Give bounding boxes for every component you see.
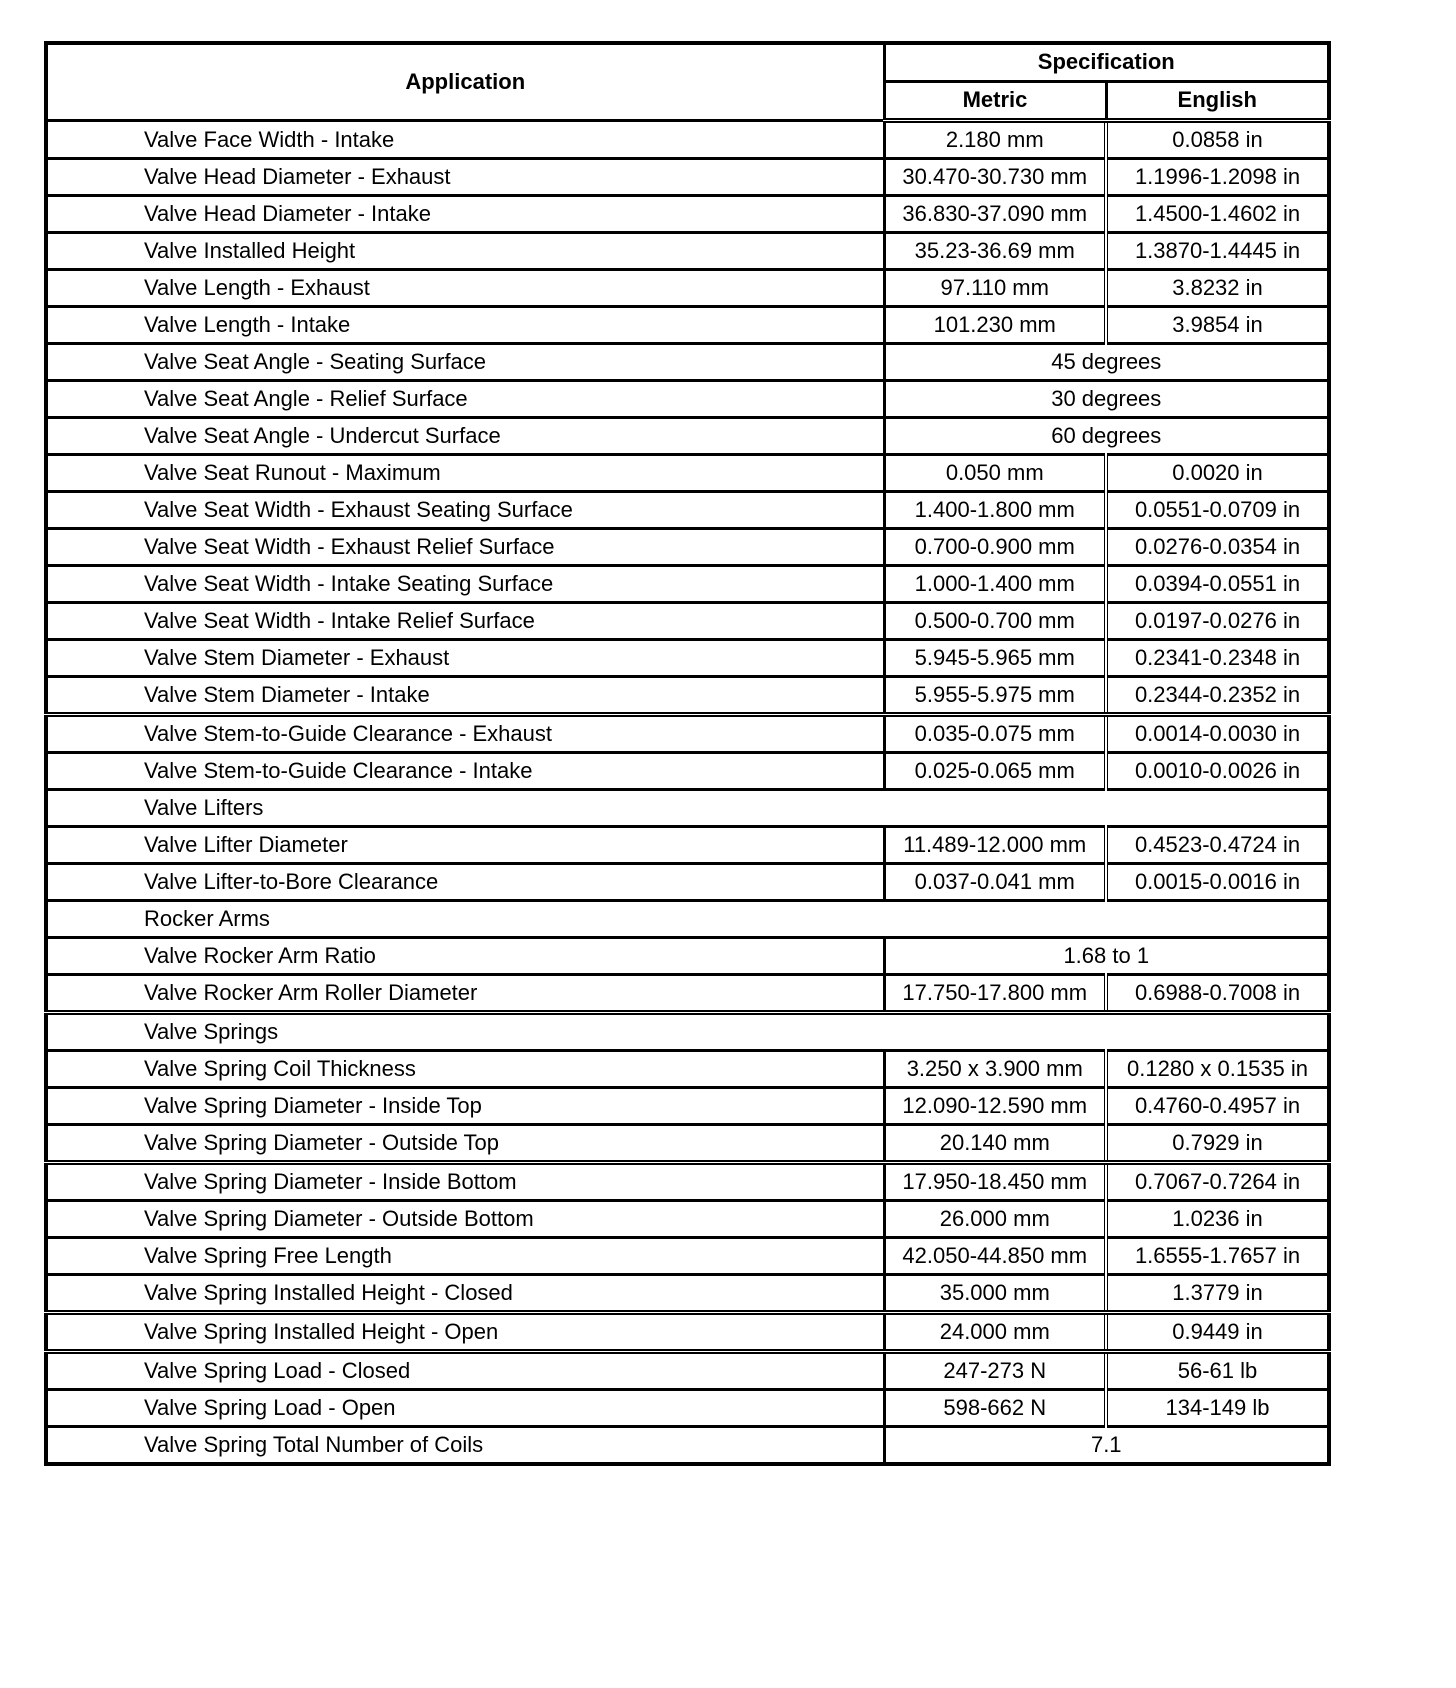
metric-cell: 0.050 mm bbox=[884, 455, 1106, 492]
table-header bbox=[46, 43, 1329, 121]
english-cell: 0.1280 x 0.1535 in bbox=[1106, 1051, 1329, 1088]
table-row bbox=[46, 1238, 1329, 1275]
english-cell: 0.0394-0.0551 in bbox=[1106, 566, 1329, 603]
table-body bbox=[46, 121, 1329, 1465]
application-cell: Valve Face Width - Intake bbox=[46, 121, 884, 159]
section-header-row bbox=[46, 901, 1329, 938]
application-cell: Valve Spring Load - Closed bbox=[46, 1352, 884, 1390]
english-cell: 1.3779 in bbox=[1106, 1275, 1329, 1313]
specification-cell: 45 degrees bbox=[884, 344, 1329, 381]
application-cell: Valve Spring Total Number of Coils bbox=[46, 1427, 884, 1465]
table-row bbox=[46, 640, 1329, 677]
table-row bbox=[46, 1313, 1329, 1352]
metric-cell: 35.23-36.69 mm bbox=[884, 233, 1106, 270]
english-cell: 1.4500-1.4602 in bbox=[1106, 196, 1329, 233]
application-cell: Valve Seat Angle - Undercut Surface bbox=[46, 418, 884, 455]
metric-cell: 0.025-0.065 mm bbox=[884, 753, 1106, 790]
metric-cell: 17.950-18.450 mm bbox=[884, 1163, 1106, 1201]
english-cell: 0.6988-0.7008 in bbox=[1106, 975, 1329, 1013]
application-cell: Valve Lifter-to-Bore Clearance bbox=[46, 864, 884, 901]
table-row bbox=[46, 1390, 1329, 1427]
metric-cell: 598-662 N bbox=[884, 1390, 1106, 1427]
metric-cell: 36.830-37.090 mm bbox=[884, 196, 1106, 233]
application-cell: Valve Spring Coil Thickness bbox=[46, 1051, 884, 1088]
section-title: Rocker Arms bbox=[46, 901, 1329, 938]
table-row bbox=[46, 159, 1329, 196]
valve-specification-table bbox=[44, 41, 1331, 1466]
english-cell: 1.1996-1.2098 in bbox=[1106, 159, 1329, 196]
application-cell: Valve Seat Angle - Seating Surface bbox=[46, 344, 884, 381]
application-cell: Valve Seat Width - Intake Seating Surface bbox=[46, 566, 884, 603]
specification-column-header: Specification bbox=[884, 43, 1329, 81]
english-cell: 0.7929 in bbox=[1106, 1125, 1329, 1163]
application-cell: Valve Spring Diameter - Outside Bottom bbox=[46, 1201, 884, 1238]
english-cell: 3.8232 in bbox=[1106, 270, 1329, 307]
english-cell: 0.0858 in bbox=[1106, 121, 1329, 159]
metric-cell: 5.955-5.975 mm bbox=[884, 677, 1106, 715]
section-title: Valve Lifters bbox=[46, 790, 1329, 827]
english-cell: 1.6555-1.7657 in bbox=[1106, 1238, 1329, 1275]
table-row bbox=[46, 1275, 1329, 1313]
english-cell: 134-149 lb bbox=[1106, 1390, 1329, 1427]
application-cell: Valve Stem-to-Guide Clearance - Exhaust bbox=[46, 715, 884, 753]
table-row bbox=[46, 938, 1329, 975]
table-row bbox=[46, 1352, 1329, 1390]
application-cell: Valve Seat Width - Exhaust Relief Surface bbox=[46, 529, 884, 566]
specification-cell: 60 degrees bbox=[884, 418, 1329, 455]
metric-cell: 3.250 x 3.900 mm bbox=[884, 1051, 1106, 1088]
section-header-row bbox=[46, 790, 1329, 827]
metric-cell: 5.945-5.965 mm bbox=[884, 640, 1106, 677]
english-cell: 0.0015-0.0016 in bbox=[1106, 864, 1329, 901]
table-row bbox=[46, 1125, 1329, 1163]
metric-cell: 20.140 mm bbox=[884, 1125, 1106, 1163]
english-cell: 0.0551-0.0709 in bbox=[1106, 492, 1329, 529]
english-cell: 0.7067-0.7264 in bbox=[1106, 1163, 1329, 1201]
metric-cell: 97.110 mm bbox=[884, 270, 1106, 307]
table-row bbox=[46, 677, 1329, 715]
application-cell: Valve Length - Exhaust bbox=[46, 270, 884, 307]
application-cell: Valve Spring Diameter - Inside Bottom bbox=[46, 1163, 884, 1201]
application-cell: Valve Head Diameter - Exhaust bbox=[46, 159, 884, 196]
application-cell: Valve Seat Width - Intake Relief Surface bbox=[46, 603, 884, 640]
header-row-1 bbox=[46, 43, 1329, 81]
english-cell: 0.9449 in bbox=[1106, 1313, 1329, 1352]
english-cell: 1.3870-1.4445 in bbox=[1106, 233, 1329, 270]
application-cell: Valve Stem Diameter - Exhaust bbox=[46, 640, 884, 677]
table-row bbox=[46, 344, 1329, 381]
table-row bbox=[46, 270, 1329, 307]
section-title: Valve Springs bbox=[46, 1013, 1329, 1051]
application-cell: Valve Spring Free Length bbox=[46, 1238, 884, 1275]
table-row bbox=[46, 307, 1329, 344]
metric-cell: 17.750-17.800 mm bbox=[884, 975, 1106, 1013]
application-cell: Valve Length - Intake bbox=[46, 307, 884, 344]
table-row bbox=[46, 121, 1329, 159]
metric-cell: 24.000 mm bbox=[884, 1313, 1106, 1352]
english-cell: 1.0236 in bbox=[1106, 1201, 1329, 1238]
application-cell: Valve Seat Runout - Maximum bbox=[46, 455, 884, 492]
metric-cell: 101.230 mm bbox=[884, 307, 1106, 344]
section-header-row bbox=[46, 1013, 1329, 1051]
application-cell: Valve Spring Installed Height - Closed bbox=[46, 1275, 884, 1313]
application-cell: Valve Rocker Arm Roller Diameter bbox=[46, 975, 884, 1013]
english-cell: 0.0020 in bbox=[1106, 455, 1329, 492]
application-cell: Valve Stem-to-Guide Clearance - Intake bbox=[46, 753, 884, 790]
specification-cell: 30 degrees bbox=[884, 381, 1329, 418]
metric-cell: 11.489-12.000 mm bbox=[884, 827, 1106, 864]
table-row bbox=[46, 1051, 1329, 1088]
metric-cell: 12.090-12.590 mm bbox=[884, 1088, 1106, 1125]
application-cell: Valve Seat Width - Exhaust Seating Surface bbox=[46, 492, 884, 529]
metric-cell: 35.000 mm bbox=[884, 1275, 1106, 1313]
metric-column-header: Metric bbox=[884, 81, 1106, 120]
english-cell: 0.0010-0.0026 in bbox=[1106, 753, 1329, 790]
table-row bbox=[46, 1201, 1329, 1238]
english-cell: 56-61 lb bbox=[1106, 1352, 1329, 1390]
table-row bbox=[46, 529, 1329, 566]
application-cell: Valve Spring Diameter - Outside Top bbox=[46, 1125, 884, 1163]
metric-cell: 30.470-30.730 mm bbox=[884, 159, 1106, 196]
metric-cell: 0.700-0.900 mm bbox=[884, 529, 1106, 566]
english-cell: 0.4523-0.4724 in bbox=[1106, 827, 1329, 864]
english-cell: 0.4760-0.4957 in bbox=[1106, 1088, 1329, 1125]
metric-cell: 0.500-0.700 mm bbox=[884, 603, 1106, 640]
application-cell: Valve Rocker Arm Ratio bbox=[46, 938, 884, 975]
table-row bbox=[46, 1088, 1329, 1125]
metric-cell: 0.037-0.041 mm bbox=[884, 864, 1106, 901]
application-column-header: Application bbox=[46, 43, 884, 121]
application-cell: Valve Spring Diameter - Inside Top bbox=[46, 1088, 884, 1125]
application-cell: Valve Seat Angle - Relief Surface bbox=[46, 381, 884, 418]
table-row bbox=[46, 715, 1329, 753]
table-row bbox=[46, 827, 1329, 864]
table-row bbox=[46, 1163, 1329, 1201]
english-cell: 3.9854 in bbox=[1106, 307, 1329, 344]
metric-cell: 42.050-44.850 mm bbox=[884, 1238, 1106, 1275]
english-cell: 0.2341-0.2348 in bbox=[1106, 640, 1329, 677]
metric-cell: 2.180 mm bbox=[884, 121, 1106, 159]
table-row bbox=[46, 418, 1329, 455]
metric-cell: 1.000-1.400 mm bbox=[884, 566, 1106, 603]
specification-cell: 1.68 to 1 bbox=[884, 938, 1329, 975]
table-row bbox=[46, 864, 1329, 901]
application-cell: Valve Spring Load - Open bbox=[46, 1390, 884, 1427]
english-cell: 0.0197-0.0276 in bbox=[1106, 603, 1329, 640]
english-column-header: English bbox=[1106, 81, 1329, 120]
table-row bbox=[46, 381, 1329, 418]
application-cell: Valve Lifter Diameter bbox=[46, 827, 884, 864]
specification-cell: 7.1 bbox=[884, 1427, 1329, 1465]
table-row bbox=[46, 196, 1329, 233]
table-row bbox=[46, 233, 1329, 270]
metric-cell: 1.400-1.800 mm bbox=[884, 492, 1106, 529]
table-row bbox=[46, 566, 1329, 603]
application-cell: Valve Stem Diameter - Intake bbox=[46, 677, 884, 715]
english-cell: 0.2344-0.2352 in bbox=[1106, 677, 1329, 715]
english-cell: 0.0276-0.0354 in bbox=[1106, 529, 1329, 566]
application-cell: Valve Installed Height bbox=[46, 233, 884, 270]
table-row bbox=[46, 455, 1329, 492]
metric-cell: 26.000 mm bbox=[884, 1201, 1106, 1238]
metric-cell: 247-273 N bbox=[884, 1352, 1106, 1390]
application-cell: Valve Head Diameter - Intake bbox=[46, 196, 884, 233]
metric-cell: 0.035-0.075 mm bbox=[884, 715, 1106, 753]
english-cell: 0.0014-0.0030 in bbox=[1106, 715, 1329, 753]
table-row bbox=[46, 1427, 1329, 1465]
application-cell: Valve Spring Installed Height - Open bbox=[46, 1313, 884, 1352]
table-row bbox=[46, 492, 1329, 529]
table-row bbox=[46, 753, 1329, 790]
table-row bbox=[46, 975, 1329, 1013]
table-row bbox=[46, 603, 1329, 640]
